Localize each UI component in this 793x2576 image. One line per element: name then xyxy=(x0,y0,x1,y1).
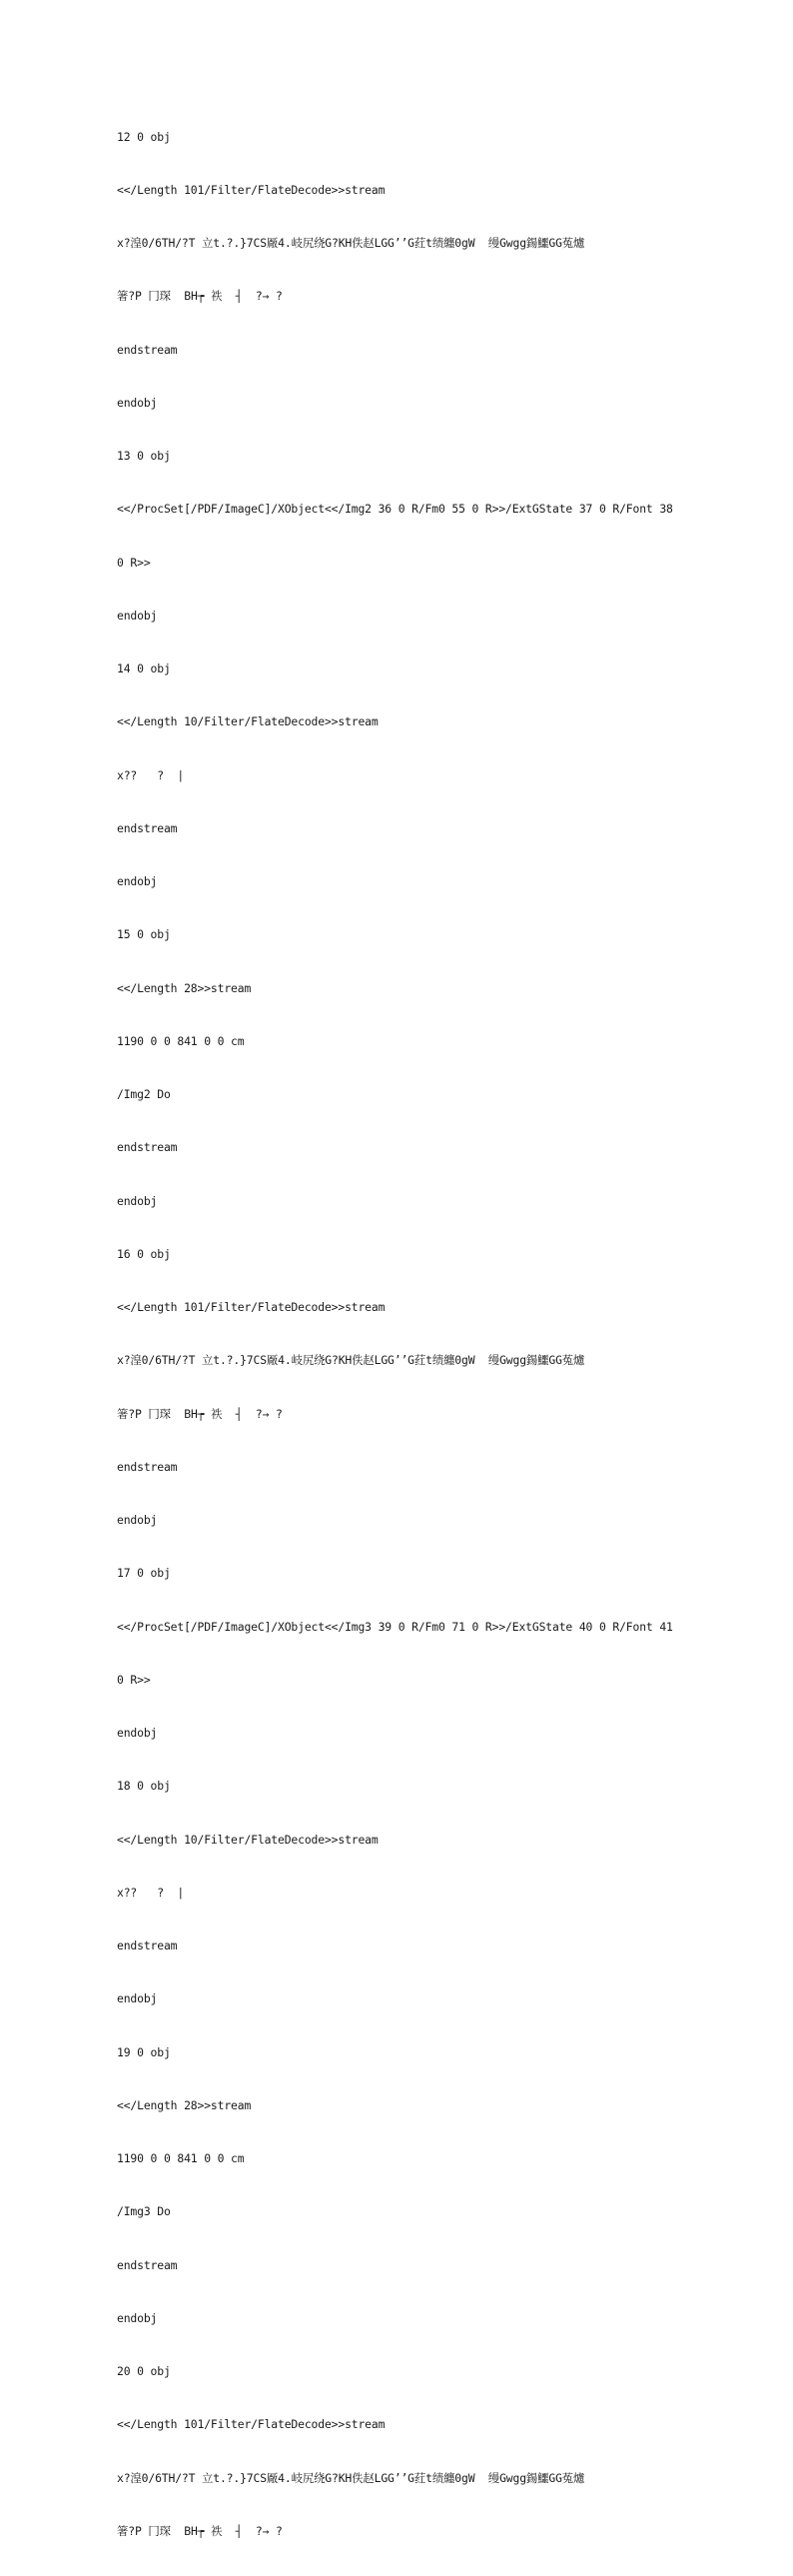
text-line: 19 0 obj xyxy=(117,2044,171,2059)
text-line: <</Length 101/Filter/FlateDecode>>stream xyxy=(117,182,386,197)
text-line: endobj xyxy=(117,1193,158,1208)
text-line: 0 R>> xyxy=(117,1672,151,1687)
text-line: 1190 0 0 841 0 0 cm xyxy=(117,2151,245,2165)
text-line: <</Length 101/Filter/FlateDecode>>stream xyxy=(117,2417,386,2432)
text-line: <</Length 28>>stream xyxy=(117,980,252,995)
text-line: 14 0 obj xyxy=(117,661,171,675)
text-line: 15 0 obj xyxy=(117,927,171,942)
text-line: endobj xyxy=(117,874,158,888)
text-line: 12 0 obj xyxy=(117,129,171,144)
pdf-source-text xyxy=(117,93,681,2576)
text-line: x?湟0/6TH/?T 立t.?.}7CS厰4.岐尻绕G?KH佚赵LGG’’G荭t绩纏0gW 缦Gwgg鍚鱷GG菟爈 xyxy=(117,1353,585,1368)
text-line: x?湟0/6TH/?T 立t.?.}7CS厰4.岐尻绕G?KH佚赵LGG’’G荭t绩纏0gW 缦Gwgg鍚鱷GG菟爈 xyxy=(117,2470,585,2485)
text-line: <</Length 10/Filter/FlateDecode>>stream xyxy=(117,1832,379,1847)
text-line: <</ProcSet[/PDF/ImageC]/XObject<</Img3 39 0 R/Fm0 71 0 R>>/ExtGState 40 0 R/Font 41 xyxy=(117,1619,673,1634)
text-line: 16 0 obj xyxy=(117,1246,171,1261)
text-line: endobj xyxy=(117,1726,158,1740)
text-line: <</ProcSet[/PDF/ImageC]/XObject<</Img2 36 0 R/Fm0 55 0 R>>/ExtGState 37 0 R/Font 38 xyxy=(117,502,673,517)
text-line: x?湟0/6TH/?T 立t.?.}7CS厰4.岐尻绕G?KH佚赵LGG’’G荭t绩纏0gW 缦Gwgg鍚鱷GG菟爈 xyxy=(117,236,585,250)
text-line: endstream xyxy=(117,1938,178,1952)
text-line: 13 0 obj xyxy=(117,449,171,463)
text-line: 17 0 obj xyxy=(117,1566,171,1581)
text-line: 箸?P 冂琛 BH┮ 祑 ┤ ?→ ? xyxy=(117,2523,283,2538)
text-line: 20 0 obj xyxy=(117,2364,171,2378)
text-line: endstream xyxy=(117,1459,178,1474)
text-line: <</Length 101/Filter/FlateDecode>>stream xyxy=(117,1300,386,1314)
text-line: 1190 0 0 841 0 0 cm xyxy=(117,1033,245,1048)
text-line: endobj xyxy=(117,2310,158,2325)
text-line: <</Length 28>>stream xyxy=(117,2097,252,2112)
text-line: endstream xyxy=(117,2257,178,2272)
text-line: endobj xyxy=(117,608,158,623)
text-line: 0 R>> xyxy=(117,555,151,570)
text-line: <</Length 10/Filter/FlateDecode>>stream xyxy=(117,714,379,729)
text-line: /Img3 Do xyxy=(117,2204,171,2219)
text-line: endobj xyxy=(117,1513,158,1527)
text-line: 18 0 obj xyxy=(117,1779,171,1794)
text-line: endstream xyxy=(117,1140,178,1155)
text-line: x?? ? | xyxy=(117,767,185,782)
text-line: endstream xyxy=(117,820,178,835)
text-line: 箸?P 冂琛 BH┮ 祑 ┤ ?→ ? xyxy=(117,1406,283,1421)
text-line: 箸?P 冂琛 BH┮ 祑 ┤ ?→ ? xyxy=(117,289,283,304)
text-line: endstream xyxy=(117,342,178,357)
text-line: /Img2 Do xyxy=(117,1087,171,1101)
text-line: x?? ? | xyxy=(117,1885,185,1900)
text-line: endobj xyxy=(117,1991,158,2006)
text-line: endobj xyxy=(117,395,158,410)
